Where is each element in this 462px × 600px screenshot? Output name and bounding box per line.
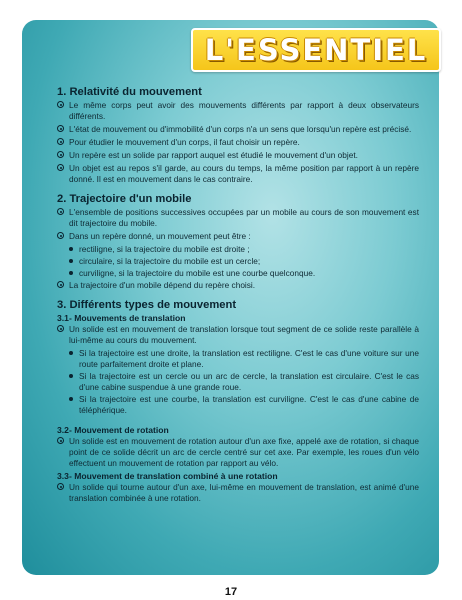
sub-list-item: circulaire, si la trajectoire du mobile est un cercle; [57, 256, 419, 267]
list-item: Pour étudier le mouvement d'un corps, il faut choisir un repère. [57, 137, 419, 148]
section-1-title: 1. Relativité du mouvement [57, 86, 202, 98]
dot-bullet-icon [69, 247, 73, 251]
dot-bullet-icon [69, 351, 73, 355]
summary-content [57, 86, 419, 506]
section-2-title: 2. Trajectoire d'un mobile [57, 193, 192, 205]
dot-bullet-icon [69, 271, 73, 275]
circle-bullet-icon [57, 101, 64, 108]
list-item: L'état de mouvement ou d'immobilité d'un corps n'a un sens que lorsqu'un repère est précisé. [57, 124, 419, 135]
list-item: Le même corps peut avoir des mouvements différents par rapport à deux observateurs différents. [57, 100, 419, 122]
circle-bullet-icon [57, 483, 64, 490]
circle-bullet-icon [57, 164, 64, 171]
circle-bullet-icon [57, 138, 64, 145]
dot-bullet-icon [69, 374, 73, 378]
subsection-3-1-title: 3.1- Mouvements de translation [57, 313, 186, 323]
circle-bullet-icon [57, 125, 64, 132]
sub-list-item: Si la trajectoire est une courbe, la translation est curviligne. C'est le cas d'une cabine de téléphérique. [57, 394, 419, 416]
circle-bullet-icon [57, 325, 64, 332]
list-item: L'ensemble de positions successives occupées par un mobile au cours de son mouvement est dit trajectoire du mobile. [57, 207, 419, 229]
dot-bullet-icon [69, 259, 73, 263]
circle-bullet-icon [57, 437, 64, 444]
sub-list-item: curviligne, si la trajectoire du mobile est une courbe quelconque. [57, 268, 419, 279]
page-number: 17 [224, 586, 238, 598]
circle-bullet-icon [57, 151, 64, 158]
list-item: La trajectoire d'un mobile dépend du repère choisi. [57, 280, 419, 291]
subsection-3-3-title: 3.3- Mouvement de translation combiné à une rotation [57, 471, 278, 481]
list-item: Un solide est en mouvement de translation lorsque tout segment de ce solide reste parallèle à lui-même au cours du mouvement. [57, 324, 419, 346]
sub-list-item: Si la trajectoire est une droite, la translation est rectiligne. C'est le cas d'une voiture sur une route parfaitement droite et plane. [57, 348, 419, 370]
section-3-title: 3. Différents types de mouvement [57, 299, 237, 311]
circle-bullet-icon [57, 281, 64, 288]
list-item: Un repère est un solide par rapport auquel est étudié le mouvement d'un objet. [57, 150, 419, 161]
subsection-3-2-title: 3.2- Mouvement de rotation [57, 425, 169, 435]
circle-bullet-icon [57, 232, 64, 239]
circle-bullet-icon [57, 208, 64, 215]
essentiel-banner: L'ESSENTIEL [191, 28, 441, 72]
dot-bullet-icon [69, 397, 73, 401]
list-item: Un solide qui tourne autour d'un axe, lui-même en mouvement de translation, est animé d'une translation combinée à une rotation. [57, 482, 419, 504]
list-item: Un objet est au repos s'il garde, au cours du temps, la même position par rapport à un repère donné. Il est en mouvement dans le cas contraire. [57, 163, 419, 185]
list-item: Un solide est en mouvement de rotation autour d'un axe fixe, appelé axe de rotation, si chaque point de ce solide décrit un arc de cercle centré sur cet axe. Par exemple, les roues d'un vélo effectuent un mouvement de rotation par rapport au vélo. [57, 436, 419, 469]
list-item: Dans un repère donné, un mouvement peut être : [57, 231, 419, 242]
sub-list-item: Si la trajectoire est un cercle ou un arc de cercle, la translation est circulaire. C'est le cas d'une cabine suspendue à une grande roue. [57, 371, 419, 393]
sub-list-item: rectiligne, si la trajectoire du mobile est droite ; [57, 244, 419, 255]
